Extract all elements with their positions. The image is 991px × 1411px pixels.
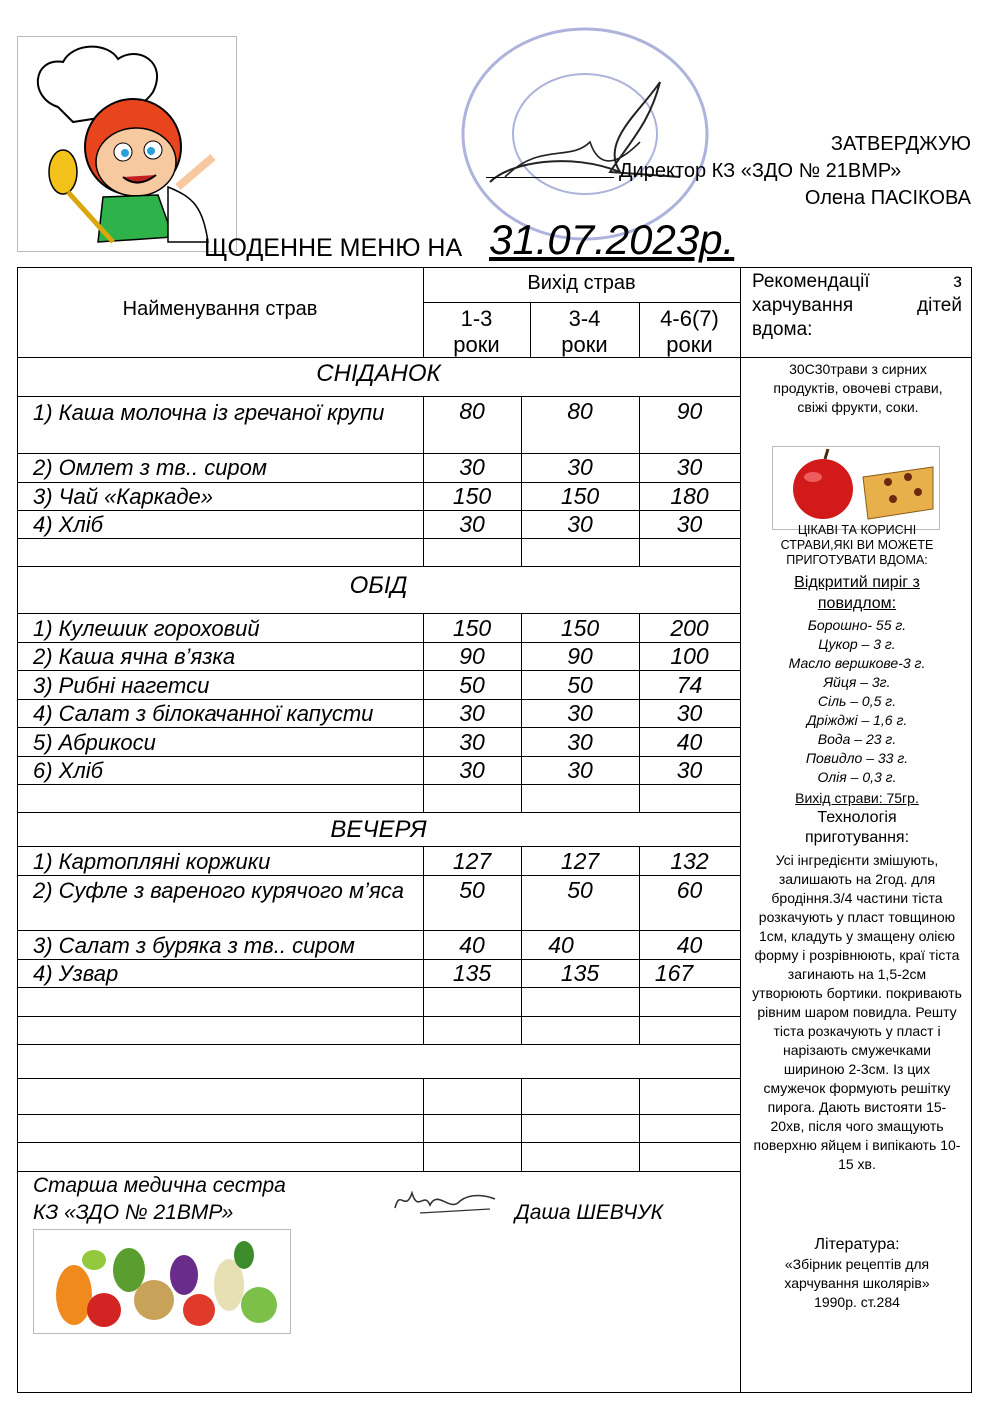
dish-value: 90	[459, 643, 485, 669]
dish-value: 30	[459, 757, 485, 783]
dish-value: 150	[452, 483, 492, 509]
age-header-3-4	[530, 306, 639, 358]
footer-role-line2: КЗ «ЗДО № 21ВМР»	[33, 1201, 234, 1224]
dish-value: 127	[452, 848, 492, 874]
approval-signature-line	[486, 177, 614, 178]
dish-value: 100	[670, 643, 709, 669]
dish-name: 2) Каша ячна в’язка	[33, 644, 236, 669]
dish-value: 80	[459, 398, 485, 424]
col-header-name: Найменування страв	[122, 298, 318, 320]
ingredient: Яйця – 3г.	[823, 674, 891, 690]
dish-value: 30	[676, 700, 703, 726]
approval-position: Директор КЗ «ЗДО № 21ВМР»	[619, 160, 902, 182]
vegetables-illustration	[33, 1229, 291, 1334]
section-breakfast-title: СНІДАНОК	[316, 360, 441, 387]
dish-name: 1) Кулешик гороховий	[33, 616, 260, 641]
dish-value: 30	[459, 700, 485, 726]
dish-value: 30	[459, 454, 485, 480]
dish-name: 4) Салат з білокачанної капусти	[33, 701, 374, 726]
ingredient: Олія – 0,3 г.	[817, 769, 897, 785]
literature-text: «Збірник рецептів для харчування школярів» 1990р. ст.284	[784, 1256, 930, 1310]
dish-value: 90	[676, 398, 703, 424]
dish-value: 30	[459, 729, 485, 755]
dish-name: 3) Салат з буряка з тв.. сиром	[33, 933, 355, 958]
dish-value: 74	[676, 672, 703, 698]
dish-name: 3) Чай «Каркаде»	[33, 484, 213, 509]
dish-value: 135	[560, 960, 600, 986]
page-title-date: 31.07.2023р.	[489, 216, 735, 263]
dish-value: 50	[567, 877, 593, 903]
page-title-prefix: ЩОДЕННЕ МЕНЮ НА	[204, 234, 463, 262]
recipe-title: Відкритий пиріг з повидлом:	[794, 574, 920, 612]
col-header-output: Вихід страв	[527, 272, 636, 294]
dish-value: 30	[676, 511, 703, 537]
dish-name: 6) Хліб	[33, 758, 104, 783]
dish-value: 30	[567, 700, 593, 726]
dish-name: 1) Каша молочна із гречаної крупи	[33, 400, 385, 425]
literature-title: Література:	[814, 1236, 900, 1253]
dish-value: 30	[567, 729, 593, 755]
official-stamp	[450, 22, 715, 247]
section-lunch-title: ОБІД	[349, 572, 408, 599]
dish-value: 50	[459, 877, 485, 903]
nurse-signature	[390, 1183, 500, 1219]
dish-value: 30	[676, 757, 703, 783]
dish-name: 3) Рибні нагетси	[33, 673, 210, 698]
age-range: 4-6(7)	[660, 306, 719, 331]
dish-name: 4) Хліб	[33, 512, 104, 537]
dish-value: 132	[670, 848, 709, 874]
ingredient: Сіль – 0,5 г.	[817, 693, 897, 709]
dish-value: 30	[459, 511, 485, 537]
footer-role-line1: Старша медична сестра	[33, 1174, 286, 1197]
dish-value: 200	[670, 615, 709, 641]
ingredient: Вода – 23 г.	[817, 731, 897, 747]
dish-value: 150	[452, 615, 492, 641]
ingredient: Цукор – 3 г.	[818, 636, 896, 652]
section-dinner-title: ВЕЧЕРЯ	[330, 816, 427, 843]
dish-value: 40	[676, 729, 703, 755]
dish-value: 90	[567, 643, 593, 669]
recipe-yield: Вихід страви: 75гр.	[795, 790, 919, 806]
age-range: 3-4	[568, 306, 601, 331]
ingredient: Масло вершкове-3 г.	[788, 655, 926, 671]
dish-value: 30	[676, 454, 703, 480]
ingredient: Дріжджі – 1,6 г.	[806, 712, 908, 728]
dish-value: 80	[567, 398, 593, 424]
age-unit: роки	[453, 332, 500, 357]
approval-title: ЗАТВЕРДЖУЮ	[830, 133, 971, 155]
dish-value: 40	[548, 932, 574, 958]
dish-name: 1) Картопляні коржики	[33, 849, 271, 874]
col-header-recommend: Рекомендації з харчування дітей вдома:	[752, 271, 962, 340]
age-range: 1-3	[460, 306, 493, 331]
dish-name: 2) Омлет з тв.. сиром	[33, 455, 267, 480]
footer-nurse-name: Даша ШЕВЧУК	[515, 1201, 663, 1224]
dish-value: 50	[459, 672, 485, 698]
age-header-4-6	[639, 306, 740, 358]
dish-value: 30	[567, 454, 593, 480]
dish-value: 167	[654, 960, 694, 986]
dish-value: 180	[670, 483, 709, 509]
dish-value: 60	[676, 877, 703, 903]
dish-value: 150	[560, 483, 600, 509]
dish-value: 30	[567, 511, 593, 537]
dish-value: 30	[567, 757, 593, 783]
age-unit: роки	[561, 332, 608, 357]
approval-name: Олена ПАСІКОВА	[804, 187, 971, 209]
dish-name: 5) Абрикоси	[33, 730, 156, 755]
chef-illustration	[17, 36, 237, 252]
dish-value: 40	[676, 932, 703, 958]
dish-value: 50	[567, 672, 593, 698]
recommend-caption: ЦІКАВІ ТА КОРИСНІ СТРАВИ,ЯКІ ВИ МОЖЕТЕ ПРИГОТУВАТИ ВДОМА:	[780, 523, 934, 567]
ingredient: Борошно- 55 г.	[807, 617, 907, 633]
dish-value: 127	[560, 848, 600, 874]
apple-pie-image	[772, 446, 940, 530]
age-header-1-3	[423, 306, 530, 358]
recommend-intro: 30С30трави з сирних продуктів, овочеві страви, свіжі фрукти, соки.	[773, 361, 943, 415]
age-unit: роки	[666, 332, 713, 357]
tech-title: Технологія приготування:	[804, 809, 910, 846]
dish-value: 40	[459, 932, 485, 958]
tech-text: Усі інгредієнти змішують, залишають на 2год. для бродіння.3/4 частини тіста розкачують у пласт товщиною 1см, кладуть у змащену олією форму і розрівнюють, краї тіста загинають на 1,5-2см утворюють бортики. покривають рівним шаром повидла. Решту тіста розкачують у пласт і нарізають смужечками шириною 2-3см. Із цих смужечок формують решітку пирога. Дають вистояти 15-20хв, після чого змащують поверхню яйцем і випікають 10-15 хв.	[752, 852, 962, 1172]
dish-name: 2) Суфле з вареного курячого м’яса	[33, 878, 404, 903]
ingredient: Повидло – 33 г.	[805, 750, 909, 766]
dish-value: 150	[560, 615, 600, 641]
dish-value: 135	[452, 960, 492, 986]
dish-name: 4) Узвар	[33, 961, 119, 986]
